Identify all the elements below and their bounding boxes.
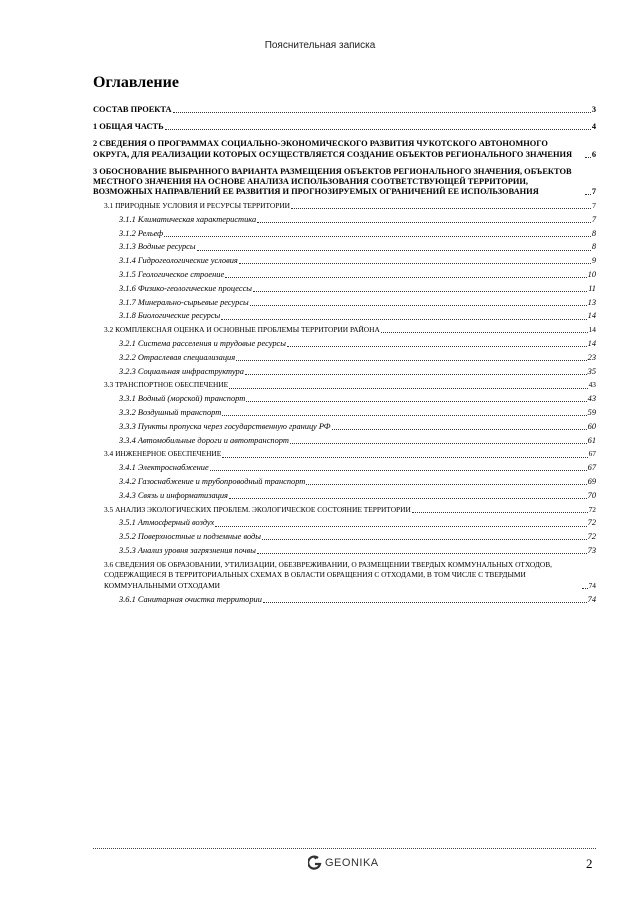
toc-entry-title: СОСТАВ ПРОЕКТА bbox=[93, 105, 172, 114]
toc-entry[interactable] bbox=[93, 422, 596, 432]
toc-entry-title: 3.5 АНАЛИЗ ЭКОЛОГИЧЕСКИХ ПРОБЛЕМ. ЭКОЛОГИЧЕСКОЕ СОСТОЯНИЕ ТЕРРИТОРИИ bbox=[104, 504, 411, 514]
toc-entry[interactable] bbox=[93, 256, 596, 266]
toc-entry-page: 43 bbox=[587, 394, 596, 404]
toc-leader-dots bbox=[164, 236, 591, 237]
toc-leader-dots bbox=[250, 305, 587, 306]
toc-entry[interactable] bbox=[93, 122, 596, 132]
toc-entry-title: 3.3 ТРАНСПОРТНОЕ ОБЕСПЕЧЕНИЕ bbox=[104, 380, 229, 390]
toc-entry-page: 61 bbox=[587, 435, 596, 445]
toc-entry[interactable] bbox=[93, 518, 596, 528]
toc-leader-dots bbox=[222, 415, 586, 416]
toc-entry-page: 7 bbox=[591, 214, 596, 224]
toc-leader-dots bbox=[287, 346, 587, 347]
toc-entry-page: 8 bbox=[591, 228, 596, 238]
toc-entry-page: 67 bbox=[588, 449, 596, 459]
toc-entry-title: 3.1 ПРИРОДНЫЕ УСЛОВИЯ И РЕСУРСЫ ТЕРРИТОРИИ bbox=[104, 201, 291, 211]
toc-entry-title: 3.5.1 Атмосферный воздух bbox=[119, 518, 215, 528]
page-number: 2 bbox=[586, 856, 593, 871]
toc-entry[interactable] bbox=[93, 167, 596, 198]
toc-entry-title: 3.5.2 Поверхностные и подземные воды bbox=[119, 532, 261, 542]
toc-entry[interactable] bbox=[93, 353, 596, 363]
toc-leader-dots bbox=[229, 388, 587, 389]
toc-entry[interactable] bbox=[93, 311, 596, 321]
toc-entry[interactable] bbox=[93, 229, 596, 239]
toc-title: Оглавление bbox=[93, 74, 179, 91]
table-of-contents bbox=[93, 98, 596, 605]
toc-entry-title: 3 ОБОСНОВАНИЕ ВЫБРАННОГО ВАРИАНТА РАЗМЕЩЕНИЯ ОБЪЕКТОВ РЕГИОНАЛЬНОГО ЗНАЧЕНИЯ, ОБЪЕКТОВ МЕСТНОГО ЗНАЧЕНИЯ НА ОСНОВЕ АНАЛИЗА ИСПОЛЬЗОВАНИЯ СООТВЕТСТВУЮЩЕЙ ТЕРРИТОРИИ, ВОЗМОЖНЫХ НАПРАВЛЕНИЙ ЕЕ РАЗВИТИЯ И ПРОГНОЗИРУЕМЫХ ОГРАНИЧЕНИЙ ЕЕ ИСПОЛЬЗОВАНИЯ bbox=[93, 166, 572, 197]
toc-leader-dots bbox=[221, 319, 586, 320]
toc-entry-title: 3.1.7 Минерально-сырьевые ресурсы bbox=[119, 297, 249, 307]
toc-leader-dots bbox=[222, 457, 587, 458]
toc-leader-dots bbox=[291, 208, 591, 209]
toc-entry-page: 14 bbox=[587, 338, 596, 348]
toc-leader-dots bbox=[210, 470, 587, 471]
toc-entry-page: 4 bbox=[591, 122, 596, 132]
toc-entry-page: 69 bbox=[587, 476, 596, 486]
toc-entry-page: 67 bbox=[587, 463, 596, 473]
toc-entry-title: 3.4.3 Связь и информатизация bbox=[119, 490, 228, 500]
toc-entry[interactable] bbox=[93, 491, 596, 501]
toc-entry[interactable] bbox=[93, 367, 596, 377]
toc-entry-title: 3.3.2 Воздушный транспорт bbox=[119, 407, 222, 417]
toc-leader-dots bbox=[245, 374, 587, 375]
toc-leader-dots bbox=[582, 588, 588, 589]
toc-entry-page: 72 bbox=[588, 504, 596, 514]
toc-entry-title: 3.2.2 Отраслевая специализация bbox=[119, 352, 236, 362]
toc-leader-dots bbox=[263, 602, 587, 603]
toc-entry[interactable] bbox=[93, 532, 596, 542]
toc-leader-dots bbox=[585, 157, 591, 158]
toc-leader-dots bbox=[585, 194, 591, 195]
toc-leader-dots bbox=[197, 250, 591, 251]
toc-entry-page: 35 bbox=[587, 366, 596, 376]
toc-entry-title: 3.1.2 Рельеф bbox=[119, 228, 164, 238]
toc-entry-page: 14 bbox=[588, 325, 596, 335]
toc-entry[interactable] bbox=[93, 477, 596, 487]
toc-entry-page: 74 bbox=[587, 594, 596, 604]
toc-entry-page: 6 bbox=[591, 149, 596, 159]
toc-entry[interactable] bbox=[93, 105, 596, 115]
toc-leader-dots bbox=[173, 112, 591, 113]
toc-entry-page: 23 bbox=[587, 352, 596, 362]
toc-entry[interactable] bbox=[93, 242, 596, 252]
toc-leader-dots bbox=[246, 401, 586, 402]
toc-leader-dots bbox=[257, 222, 591, 223]
toc-entry-title: 3.4.1 Электроснабжение bbox=[119, 463, 209, 473]
toc-entry[interactable] bbox=[93, 505, 596, 515]
toc-leader-dots bbox=[381, 332, 588, 333]
toc-entry-page: 72 bbox=[587, 518, 596, 528]
toc-entry-page: 13 bbox=[587, 297, 596, 307]
toc-entry[interactable] bbox=[93, 139, 596, 159]
toc-entry-page: 72 bbox=[587, 532, 596, 542]
toc-entry-title: 3.1.4 Гидрогеологические условия bbox=[119, 256, 238, 266]
toc-entry-title: 3.3.1 Водный (морской) транспорт bbox=[119, 394, 246, 404]
toc-entry-page: 43 bbox=[588, 380, 596, 390]
toc-entry[interactable] bbox=[93, 546, 596, 556]
footer-divider bbox=[93, 848, 596, 849]
toc-leader-dots bbox=[306, 484, 586, 485]
toc-entry-page: 59 bbox=[587, 407, 596, 417]
toc-leader-dots bbox=[229, 498, 587, 499]
toc-entry-title: 3.1.6 Физико-геологические процессы bbox=[119, 283, 252, 293]
toc-entry-page: 11 bbox=[588, 283, 596, 293]
toc-entry-title: 3.6.1 Санитарная очистка территории bbox=[119, 594, 262, 604]
toc-entry[interactable] bbox=[93, 394, 596, 404]
toc-entry-page: 70 bbox=[587, 490, 596, 500]
toc-leader-dots bbox=[165, 129, 591, 130]
toc-entry-title: 3.3.3 Пункты пропуска через государственную границу РФ bbox=[119, 421, 331, 431]
toc-entry[interactable] bbox=[93, 436, 596, 446]
toc-entry-title: 3.5.3 Анализ уровня загрязнения почвы bbox=[119, 545, 256, 555]
geonika-logo-icon bbox=[308, 855, 322, 871]
toc-leader-dots bbox=[290, 443, 587, 444]
toc-entry[interactable] bbox=[93, 325, 596, 335]
toc-entry-title: 3.1.8 Биологические ресурсы bbox=[119, 311, 221, 321]
toc-entry-page: 10 bbox=[587, 270, 596, 279]
toc-entry-title: 3.2.1 Система расселения и трудовые ресурсы bbox=[119, 338, 286, 348]
toc-entry-title: 3.1.5 Геологическое строение bbox=[119, 270, 225, 279]
toc-entry-title: 3.1.3 Водные ресурсы bbox=[119, 242, 196, 252]
toc-entry-page: 8 bbox=[591, 242, 596, 252]
toc-leader-dots bbox=[253, 291, 587, 292]
toc-leader-dots bbox=[236, 360, 587, 361]
toc-entry-page: 7 bbox=[592, 201, 596, 211]
toc-entry[interactable] bbox=[93, 595, 596, 605]
page-header: Пояснительная записка bbox=[264, 40, 376, 51]
toc-entry-page: 14 bbox=[587, 311, 596, 321]
toc-entry-title: 3.2 КОМПЛЕКСНАЯ ОЦЕНКА И ОСНОВНЫЕ ПРОБЛЕМЫ ТЕРРИТОРИИ РАЙОНА bbox=[104, 325, 380, 335]
footer-logo bbox=[308, 855, 379, 871]
toc-entry[interactable] bbox=[93, 284, 596, 294]
toc-entry[interactable] bbox=[93, 298, 596, 308]
toc-leader-dots bbox=[215, 526, 586, 527]
toc-entry-title: 3.1.1 Климатическая характеристика bbox=[119, 214, 257, 224]
toc-entry-title: 3.2.3 Социальная инфраструктура bbox=[119, 366, 244, 376]
toc-entry[interactable] bbox=[93, 560, 596, 591]
toc-leader-dots bbox=[332, 429, 587, 430]
toc-entry-title: 2 СВЕДЕНИЯ О ПРОГРАММАХ СОЦИАЛЬНО-ЭКОНОМИЧЕСКОГО РАЗВИТИЯ ЧУКОТСКОГО АВТОНОМНОГО ОКРУГА, ДЛЯ РЕАЛИЗАЦИИ КОТОРЫХ ОСУЩЕСТВЛЯЕТСЯ СОЗДАНИЕ ОБЪЕКТОВ РЕГИОНАЛЬНОГО ЗНАЧЕНИЯ bbox=[93, 139, 573, 159]
toc-entry-page: 73 bbox=[587, 545, 596, 555]
logo-text: GEONIKA bbox=[325, 857, 379, 869]
toc-leader-dots bbox=[225, 277, 586, 278]
toc-entry-page: 9 bbox=[591, 256, 596, 266]
toc-entry-page: 74 bbox=[588, 580, 596, 590]
toc-entry[interactable] bbox=[93, 449, 596, 459]
toc-entry-title: 3.6 СВЕДЕНИЯ ОБ ОБРАЗОВАНИИ, УТИЛИЗАЦИИ, ОБЕЗВРЕЖИВАНИИ, О РАЗМЕЩЕНИИ ТВЕРДЫХ КОММУНАЛЬНЫХ ОТХОДОВ, СОДЕРЖАЩИЕСЯ В ТЕРРИТОРИАЛЬНЫХ СХЕМАХ В ОБЛАСТИ ОБРАЩЕНИЯ С ОТХОДАМИ, В ТОМ ЧИСЛЕ С ТВЕРДЫМИ КОММУНАЛЬНЫМИ ОТХОДАМИ bbox=[104, 559, 553, 590]
toc-entry[interactable] bbox=[93, 463, 596, 473]
toc-leader-dots bbox=[239, 263, 591, 264]
toc-entry-page: 7 bbox=[591, 187, 596, 197]
toc-leader-dots bbox=[412, 512, 588, 513]
toc-entry-title: 1 ОБЩАЯ ЧАСТЬ bbox=[93, 122, 164, 132]
toc-entry-page: 3 bbox=[591, 105, 596, 114]
toc-entry[interactable] bbox=[93, 408, 596, 418]
toc-entry[interactable] bbox=[93, 339, 596, 349]
toc-leader-dots bbox=[257, 553, 587, 554]
toc-entry-page: 60 bbox=[587, 421, 596, 431]
toc-entry[interactable] bbox=[93, 215, 596, 225]
toc-entry[interactable] bbox=[93, 270, 596, 280]
toc-entry-title: 3.3.4 Автомобильные дороги и автотранспорт bbox=[119, 435, 289, 445]
toc-entry-title: 3.4 ИНЖЕНЕРНОЕ ОБЕСПЕЧЕНИЕ bbox=[104, 449, 222, 459]
toc-entry-title: 3.4.2 Газоснабжение и трубопроводный транспорт bbox=[119, 476, 306, 486]
toc-entry[interactable] bbox=[93, 201, 596, 211]
toc-entry[interactable] bbox=[93, 380, 596, 390]
toc-leader-dots bbox=[262, 539, 587, 540]
